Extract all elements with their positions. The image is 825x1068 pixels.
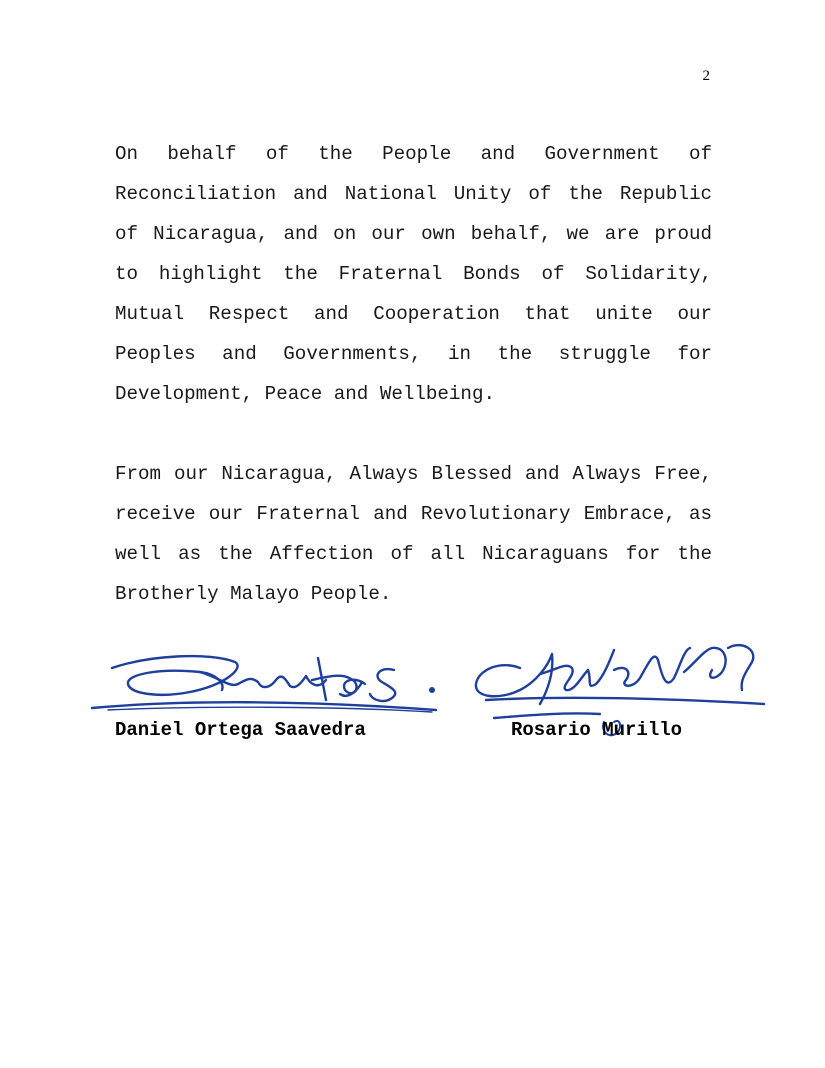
letter-paragraph-1: On behalf of the People and Government of Reconciliation and National Unity of the Republic of Nicaragua, and on our own behalf, we are proud to highlight the Fraternal Bonds of Solidarity, Mutual Respect and Cooperation that unite our Peoples and Governments, in the struggle for Development, Peace and Wellbeing. <box>115 143 712 405</box>
signer-name-ortega: Daniel Ortega Saavedra <box>115 719 366 741</box>
signer-name-murillo: Rosario Murillo <box>511 719 683 741</box>
page-number: 2 <box>702 68 710 84</box>
letter-paragraph-2: From our Nicaragua, Always Blessed and Always Free, receive our Fraternal and Revolutionary Embrace, as well as the Affection of all Nicaraguans for the Brotherly Malayo People. <box>115 463 712 605</box>
signature-ortega <box>92 656 436 712</box>
